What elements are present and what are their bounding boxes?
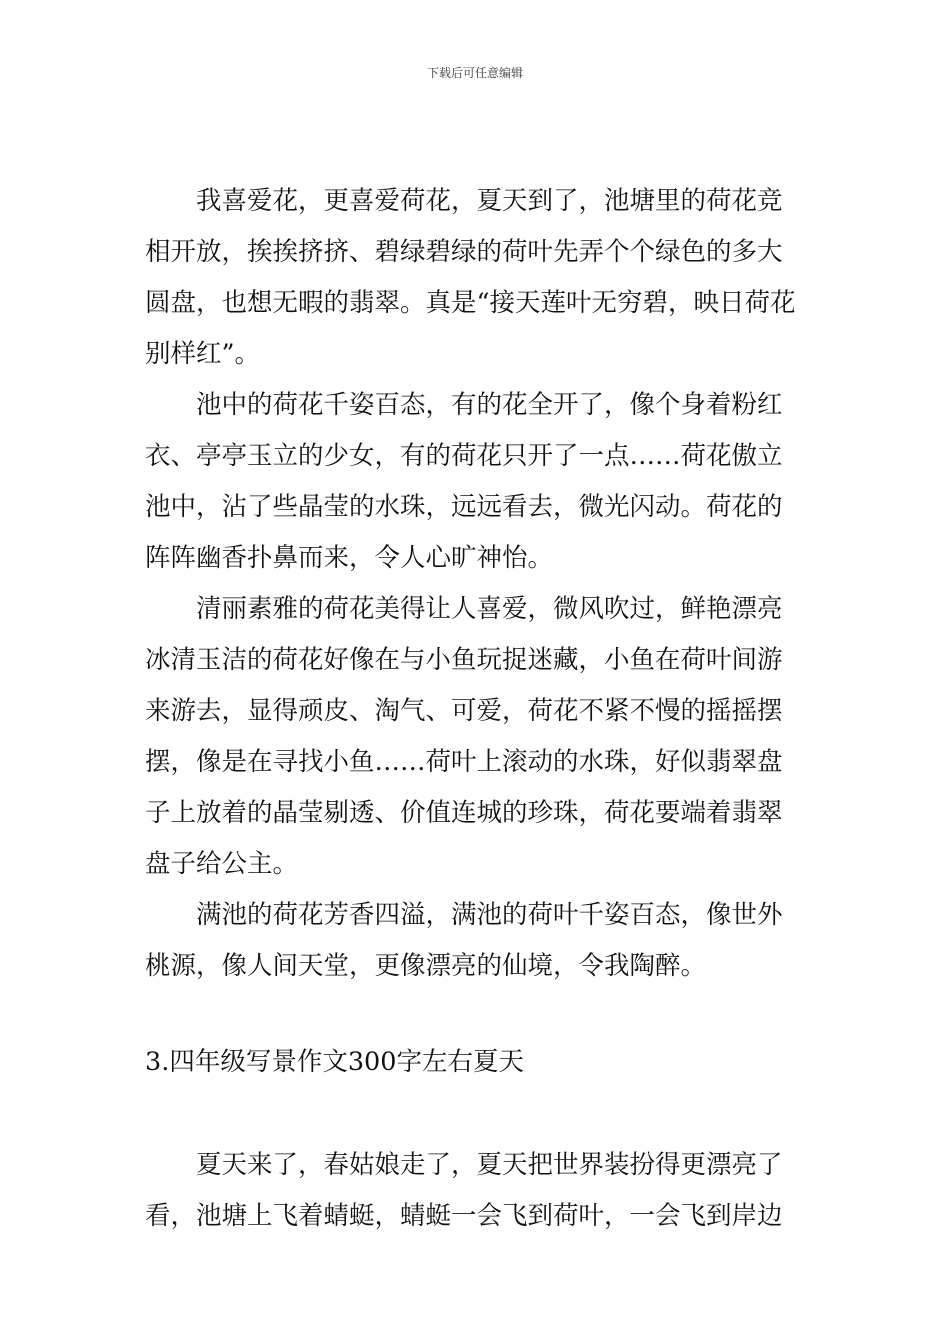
paragraph: 我喜爱花，更喜爱荷花，夏天到了，池塘里的荷花竞相开放，挨挨挤挤、碧绿碧绿的荷叶先弄个个绿色的多大圆盘，也想无暇的翡翠。真是“接天莲叶无穷碧，映日荷花别样红”。: [145, 186, 796, 369]
spacer: [145, 1088, 807, 1140]
page-header-note: 下载后可任意编辑: [426, 66, 523, 80]
document-body: [145, 176, 807, 1242]
paragraph: 夏天来了，春姑娘走了，夏天把世界装扮得更漂亮了看，池塘上飞着蜻蜓，蜻蜓一会飞到荷叶，一会飞到岸边: [145, 1150, 783, 1231]
spacer: [145, 992, 807, 1037]
section-title: 3.四年级写景作文300字左右夏天: [145, 1047, 525, 1077]
paragraph: 池中的荷花千姿百态，有的花全开了，像个身着粉红衣、亭亭玉立的少女，有的荷花只开了一点……荷花傲立池中，沾了些晶莹的水珠，远远看去，微光闪动。荷花的阵阵幽香扑鼻而来，令人心旷神怡。: [145, 390, 783, 573]
paragraph: 清丽素雅的荷花美得让人喜爱，微风吹过，鲜艳漂亮冰清玉洁的荷花好像在与小鱼玩捉迷藏，小鱼在荷叶间游来游去，显得顽皮、淘气、可爱，荷花不紧不慢的摇摇摆摆，像是在寻找小鱼……荷叶上滚动的水珠，好似翡翠盘子上放着的晶莹剔透、价值连城的珍珠，荷花要端着翡翠盘子给公主。: [145, 594, 783, 879]
paragraph: 满池的荷花芳香四溢，满池的荷叶千姿百态，像世外桃源，像人间天堂，更像漂亮的仙境，令我陶醉。: [145, 900, 783, 981]
